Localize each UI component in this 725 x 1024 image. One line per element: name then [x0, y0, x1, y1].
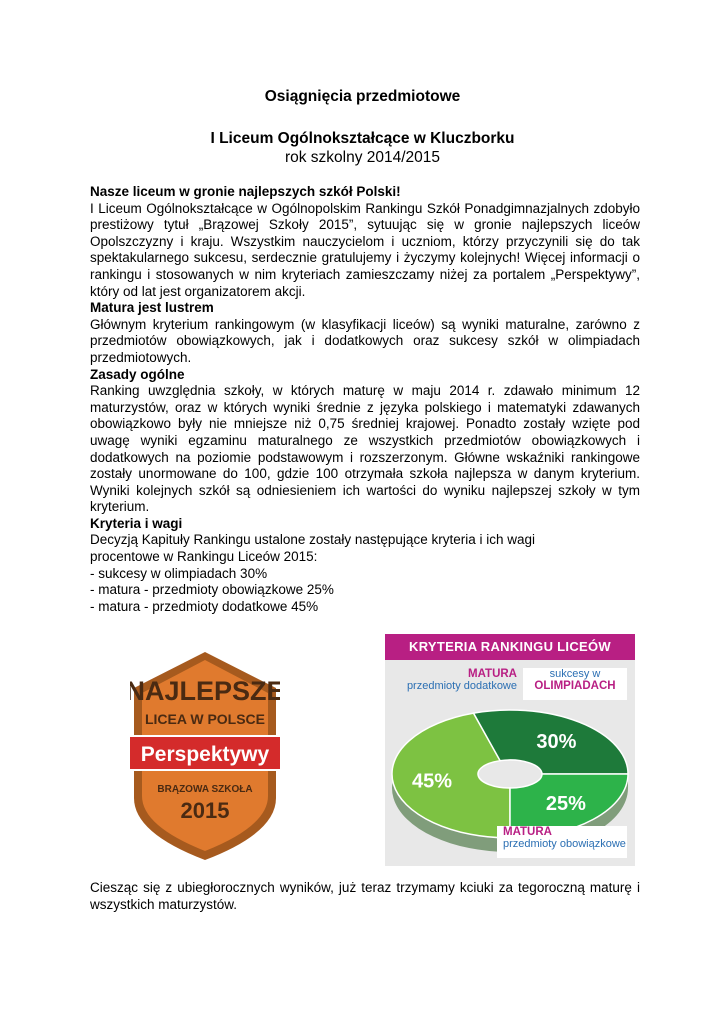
criteria-line-1: Decyzją Kapituły Rankingu ustalone zostały następujące kryteria i ich wagi — [90, 532, 535, 548]
badge-line2: LICEA W POLSCE — [144, 711, 266, 727]
rules-paragraph: Ranking uwzględnia szkoły, w których maturę w maju 2014 r. zdawało minimum 12 maturzystów, oraz w których wyniki średnie z języka polskiego i matematyki zdawanych obowiązkowo były nie mniejsze niż 0,75 średniej krajowej. Ponadto zostały wzięte pod uwagę wyniki egzaminu maturalnego ze wszystkich przedmiotów obowiązkowych i dodatkowych na poziomie podstawowym i rozszerzonym. Główne wskaźniki rankingowe zostały unormowane do 100, gdzie 100 otrzymała szkoła najlepsza w danym kryterium. Wyniki kolejnych szkół są odniesieniem ich wartości do wyniku najlepszej szkoły w tym kryterium. — [90, 383, 640, 515]
criteria-bullet: - matura - przedmioty dodatkowe 45% — [90, 598, 319, 614]
label-olimpiady-title: OLIMPIADACH — [534, 680, 616, 692]
badge-brand: Perspektywy — [140, 743, 270, 766]
criteria-line-2: procentowe w Rankingu Liceów 2015: — [90, 549, 318, 565]
badge-graphic — [130, 648, 280, 863]
brazowa-szkola-badge — [130, 648, 280, 863]
label-dodatkowe — [397, 668, 517, 692]
badge-line1: NAJLEPSZE — [130, 676, 280, 706]
badge-year: 2015 — [180, 798, 230, 823]
label-obowiazkowe — [497, 826, 627, 858]
intro-heading: Nasze liceum w gronie najlepszych szkół Polski! — [90, 184, 401, 199]
label-dodatkowe-title: MATURA — [468, 668, 517, 680]
matura-paragraph: Głównym kryterium rankingowym (w klasyfikacji liceów) są wyniki maturalne, zarówno z przedmiotów obowiązkowych, jak i dodatkowych oraz sukcesy szkół w olimpiadach przedmiotowych. — [90, 316, 640, 365]
label-olimpiady-sub: sukcesy w — [549, 668, 601, 680]
rules-heading: Zasady ogólne — [90, 366, 185, 382]
main-text — [90, 184, 640, 615]
school-name: I Liceum Ogólnokształcące w Kluczborku — [210, 130, 515, 147]
label-obowiazkowe-title: MATURA — [503, 826, 552, 838]
value-label: 25% — [545, 792, 586, 815]
label-obowiazkowe-sub: przedmioty obowiązkowe — [503, 838, 626, 850]
value-label: 30% — [536, 730, 577, 753]
footer-paragraph: Ciesząc się z ubiegłorocznych wyników, już teraz trzymamy kciuki za tegoroczną maturę i wszystkich maturzystów. — [90, 880, 640, 912]
label-olimpiady — [523, 668, 627, 700]
criteria-bullet: - sukcesy w olimpiadach 30% — [90, 565, 268, 581]
matura-heading: Matura jest lustrem — [90, 300, 214, 316]
chart-title: KRYTERIA RANKINGU LICEÓW — [385, 634, 635, 660]
intro-paragraph: I Liceum Ogólnokształcące w Ogólnopolskim Rankingu Szkół Ponadgimnazjalnych zdobyło prestiżowy tytuł „Brązowej Szkoły 2015”, sytuując się w gronie najlepszych liceów Opolszczyzny i kraju. Wszystkim nauczycielom i uczniom, którzy przyczynili się do tak spektakularnego sukcesu, serdecznie gratulujemy i życzymy kolejnych! Więcej informacji o rankingu i stosowanych w nim kryteriach zamieszczamy niżej za portalem „Perspektywy”, który od lat jest organizatorem akcji. — [90, 200, 640, 299]
criteria-chart — [385, 634, 635, 866]
page-title: Osiągnięcia przedmiotowe — [264, 88, 461, 105]
criteria-heading: Kryteria i wagi — [90, 515, 183, 531]
school-year: rok szkolny 2014/2015 — [284, 149, 441, 166]
label-dodatkowe-sub: przedmioty dodatkowe — [406, 680, 517, 692]
value-label: 45% — [411, 770, 452, 793]
badge-line3: BRĄZOWA SZKOŁA — [157, 784, 253, 795]
criteria-bullet: - matura - przedmioty obowiązkowe 25% — [90, 582, 334, 598]
